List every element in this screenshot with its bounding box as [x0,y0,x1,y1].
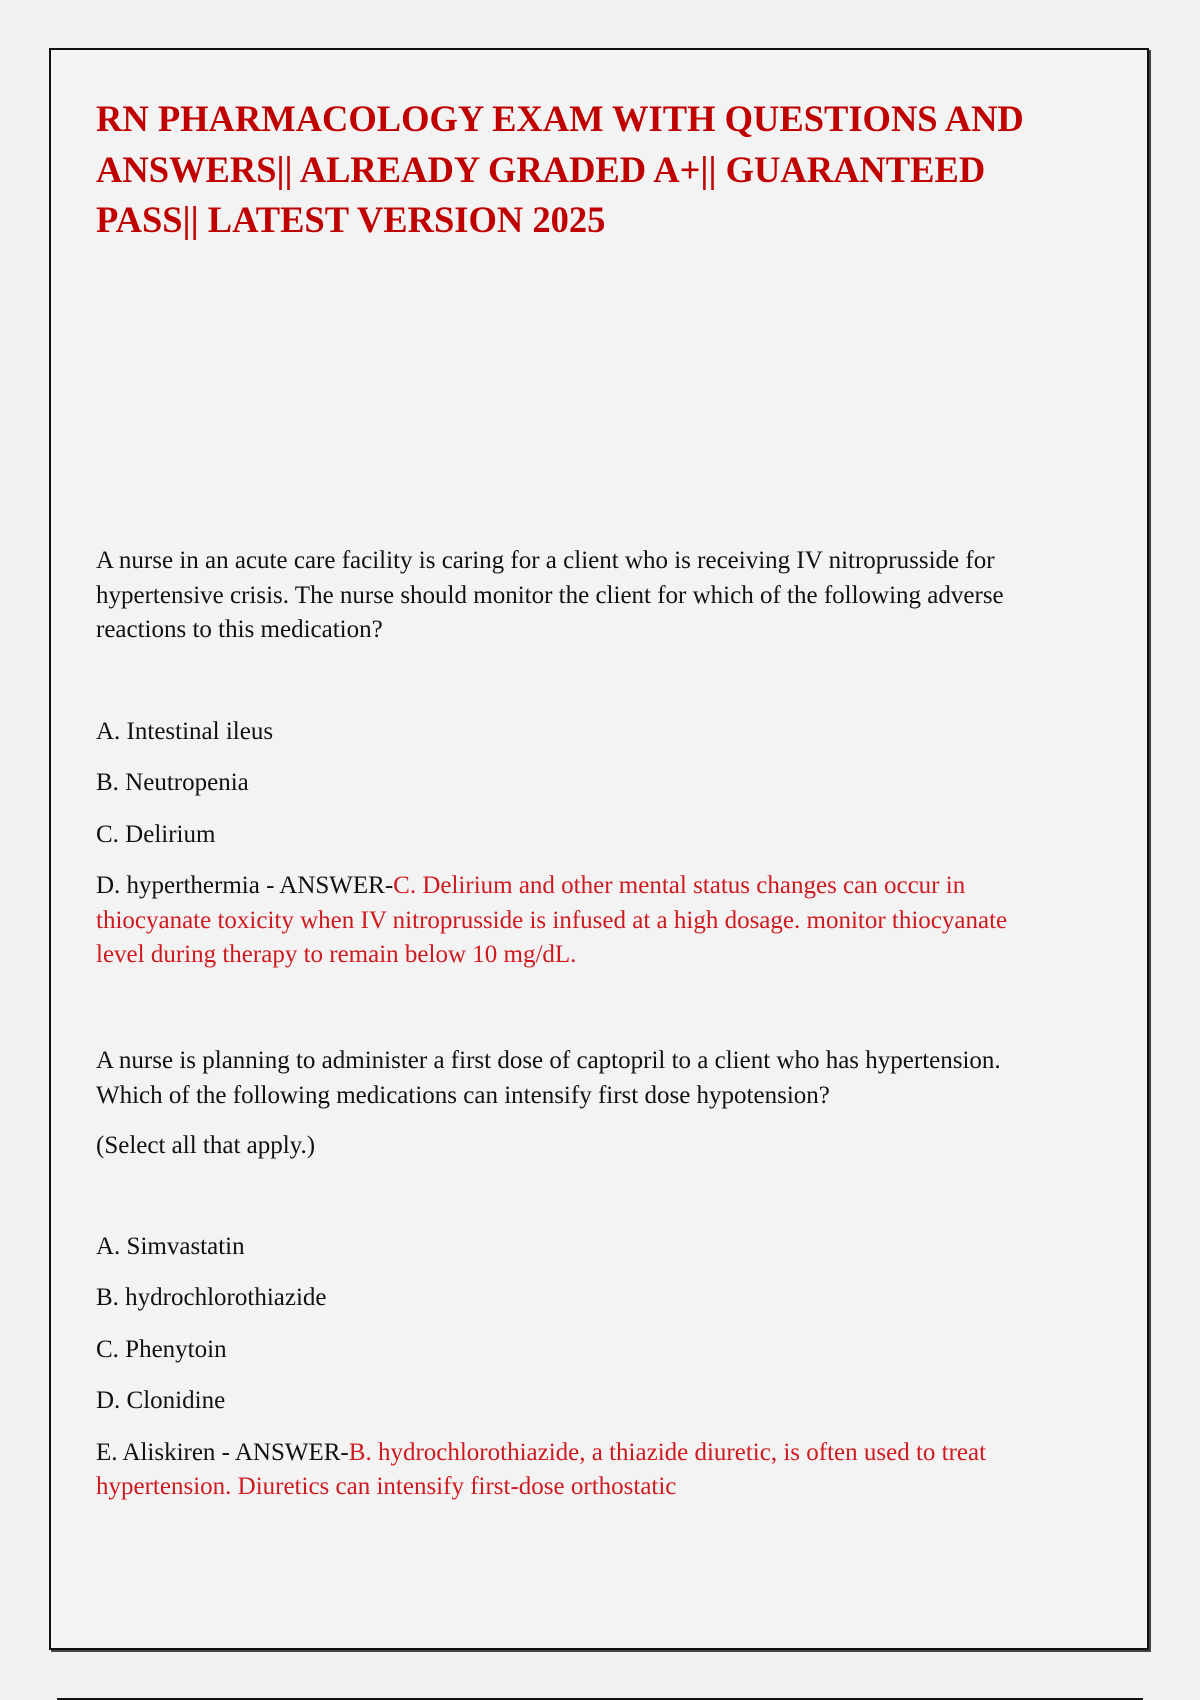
question-1-answer: C. Delirium and other mental status changes can occur in thiocyanate toxicity when IV nitroprusside is infused at a high dosage. monitor thiocyanate level during therapy to remain below 10 mg/dL. [96,872,1008,968]
question-2-option-c: C. Phenytoin [96,1335,227,1363]
question-2 [96,1044,1046,1522]
question-2-option-b: B. hydrochlorothiazide [96,1284,327,1311]
question-2-option-e [96,1436,1046,1505]
question-2-options [96,1230,1046,1505]
question-1-option-c: C. Delirium [96,820,216,848]
question-1-options [96,715,1046,973]
question-1 [96,544,1046,990]
question-1-option-d [96,869,1046,973]
question-1-option-d-label: D. hyperthermia - ANSWER- [96,872,394,899]
question-2-answer: B. hydrochlorothiazide, a thiazide diuretic, is often used to treat hypertension. Diuretics can intensify first-dose orthostatic [96,1438,987,1500]
question-2-option-a: A. Simvastatin [96,1232,245,1260]
question-2-stem: A nurse is planning to administer a first dose of captopril to a client who has hypertension. Which of the following medications can intensify first dose hypotension? [96,1047,1001,1109]
document-title: RN PHARMACOLOGY EXAM WITH QUESTIONS AND ANSWERS|| ALREADY GRADED A+|| GUARANTEED PASS|| LATEST VERSION 2025 [96,98,1024,240]
document-header [96,94,1046,246]
question-2-option-e-label: E. Aliskiren - ANSWER- [96,1438,349,1466]
question-2-select-note: (Select all that apply.) [96,1132,316,1159]
question-1-stem: A nurse in an acute care facility is caring for a client who is receiving IV nitroprusside for hypertensive crisis. The nurse should monitor the client for which of the following adverse reactions to this medication? [96,547,1004,643]
question-1-option-b: B. Neutropenia [96,769,249,796]
question-1-option-a: A. Intestinal ileus [96,717,274,745]
question-2-option-d: D. Clonidine [96,1387,226,1414]
